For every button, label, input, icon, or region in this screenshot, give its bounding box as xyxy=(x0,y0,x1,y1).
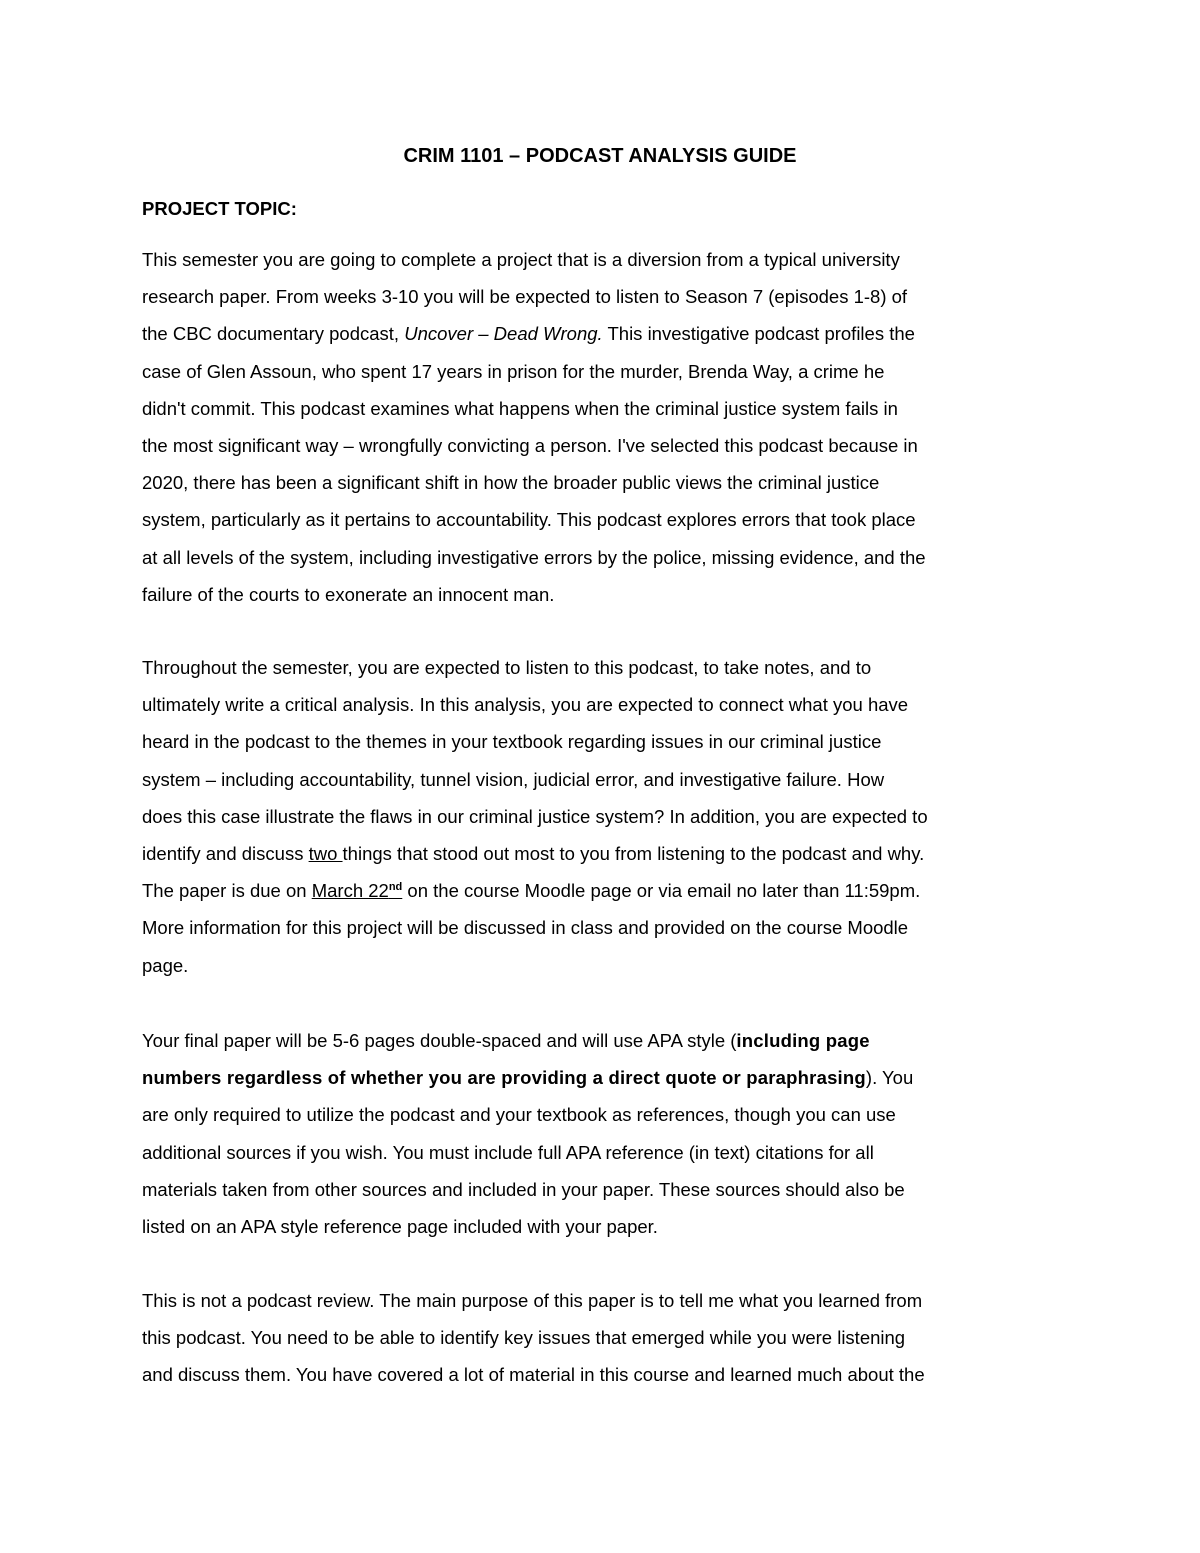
bold-emphasis: including page xyxy=(736,1030,870,1051)
text-line xyxy=(142,315,1064,352)
text-line: system, particularly as it pertains to accountability. This podcast explores errors that took place xyxy=(142,509,916,531)
text-line: failure of the courts to exonerate an innocent man. xyxy=(142,583,555,605)
text-line: ultimately write a critical analysis. In this analysis, you are expected to connect what you have xyxy=(142,694,909,716)
text-line: page. xyxy=(142,954,189,976)
text-line: More information for this project will be discussed in class and provided on the course Moodle xyxy=(142,917,909,939)
text-line xyxy=(142,872,1064,909)
text-line: This is not a podcast review. The main purpose of this paper is to tell me what you learned from xyxy=(142,1290,923,1311)
text-run: on the course Moodle page or via email no later than 11:59pm. xyxy=(402,880,921,902)
text-line: Throughout the semester, you are expected to listen to this podcast, to take notes, and to xyxy=(142,657,872,678)
paragraph-purpose xyxy=(142,1282,1064,1394)
bold-emphasis: numbers regardless of whether you are providing a direct quote or paraphrasing xyxy=(142,1067,866,1089)
text-line: and discuss them. You have covered a lot of material in this course and learned much about the xyxy=(142,1364,925,1386)
text-line xyxy=(142,835,1064,872)
text-run: the CBC documentary podcast, xyxy=(142,323,405,345)
document-title: CRIM 1101 – PODCAST ANALYSIS GUIDE xyxy=(403,145,797,167)
section-heading-project-topic: PROJECT TOPIC: xyxy=(142,198,297,219)
due-date xyxy=(312,880,403,901)
underlined-two: two xyxy=(308,842,343,864)
text-line: this podcast. You need to be able to identify key issues that emerged while you were listening xyxy=(142,1327,906,1349)
due-date-suffix: nd xyxy=(388,880,403,893)
text-run: The paper is due on xyxy=(142,880,312,902)
text-line: listed on an APA style reference page included with your paper. xyxy=(142,1215,658,1237)
text-line: does this case illustrate the flaws in our criminal justice system? In addition, you are expected to xyxy=(142,805,928,827)
text-line: at all levels of the system, including investigative errors by the police, missing evidence, and the xyxy=(142,546,926,568)
text-line: 2020, there has been a significant shift in how the broader public views the criminal justice xyxy=(142,472,880,494)
text-line xyxy=(142,1022,1064,1059)
text-run: This investigative podcast profiles the xyxy=(602,323,915,345)
text-line xyxy=(142,1059,1064,1096)
text-run: things that stood out most to you from listening to the podcast and why. xyxy=(342,842,925,864)
podcast-title-italic: Uncover – Dead Wrong. xyxy=(404,323,603,345)
text-line: are only required to utilize the podcast and your textbook as references, though you can use xyxy=(142,1104,896,1126)
text-line: materials taken from other sources and included in your paper. These sources should also be xyxy=(142,1178,905,1200)
text-line: system – including accountability, tunnel vision, judicial error, and investigative failure. How xyxy=(142,768,885,790)
paragraph-format-requirements xyxy=(142,1022,1064,1245)
due-date-text: March 22 xyxy=(311,880,389,902)
text-line: This semester you are going to complete a project that is a diversion from a typical university xyxy=(142,249,900,270)
text-line: case of Glen Assoun, who spent 17 years in prison for the murder, Brenda Way, a crime he xyxy=(142,360,885,382)
paragraph-project-description xyxy=(142,241,1064,613)
text-line: additional sources if you wish. You must include full APA reference (in text) citations for all xyxy=(142,1141,874,1163)
text-run: ). You xyxy=(865,1067,914,1089)
text-line: didn't commit. This podcast examines what happens when the criminal justice system fails in xyxy=(142,397,898,419)
text-line: research paper. From weeks 3-10 you will be expected to listen to Season 7 (episodes 1-8) of xyxy=(142,286,908,308)
text-line: the most significant way – wrongfully convicting a person. I've selected this podcast because in xyxy=(142,434,918,456)
text-run: Your final paper will be 5-6 pages double-spaced and will use APA style ( xyxy=(142,1030,737,1051)
paragraph-expectations xyxy=(142,649,1064,984)
text-line: heard in the podcast to the themes in your textbook regarding issues in our criminal justice xyxy=(142,731,882,753)
text-run: identify and discuss xyxy=(142,842,309,864)
